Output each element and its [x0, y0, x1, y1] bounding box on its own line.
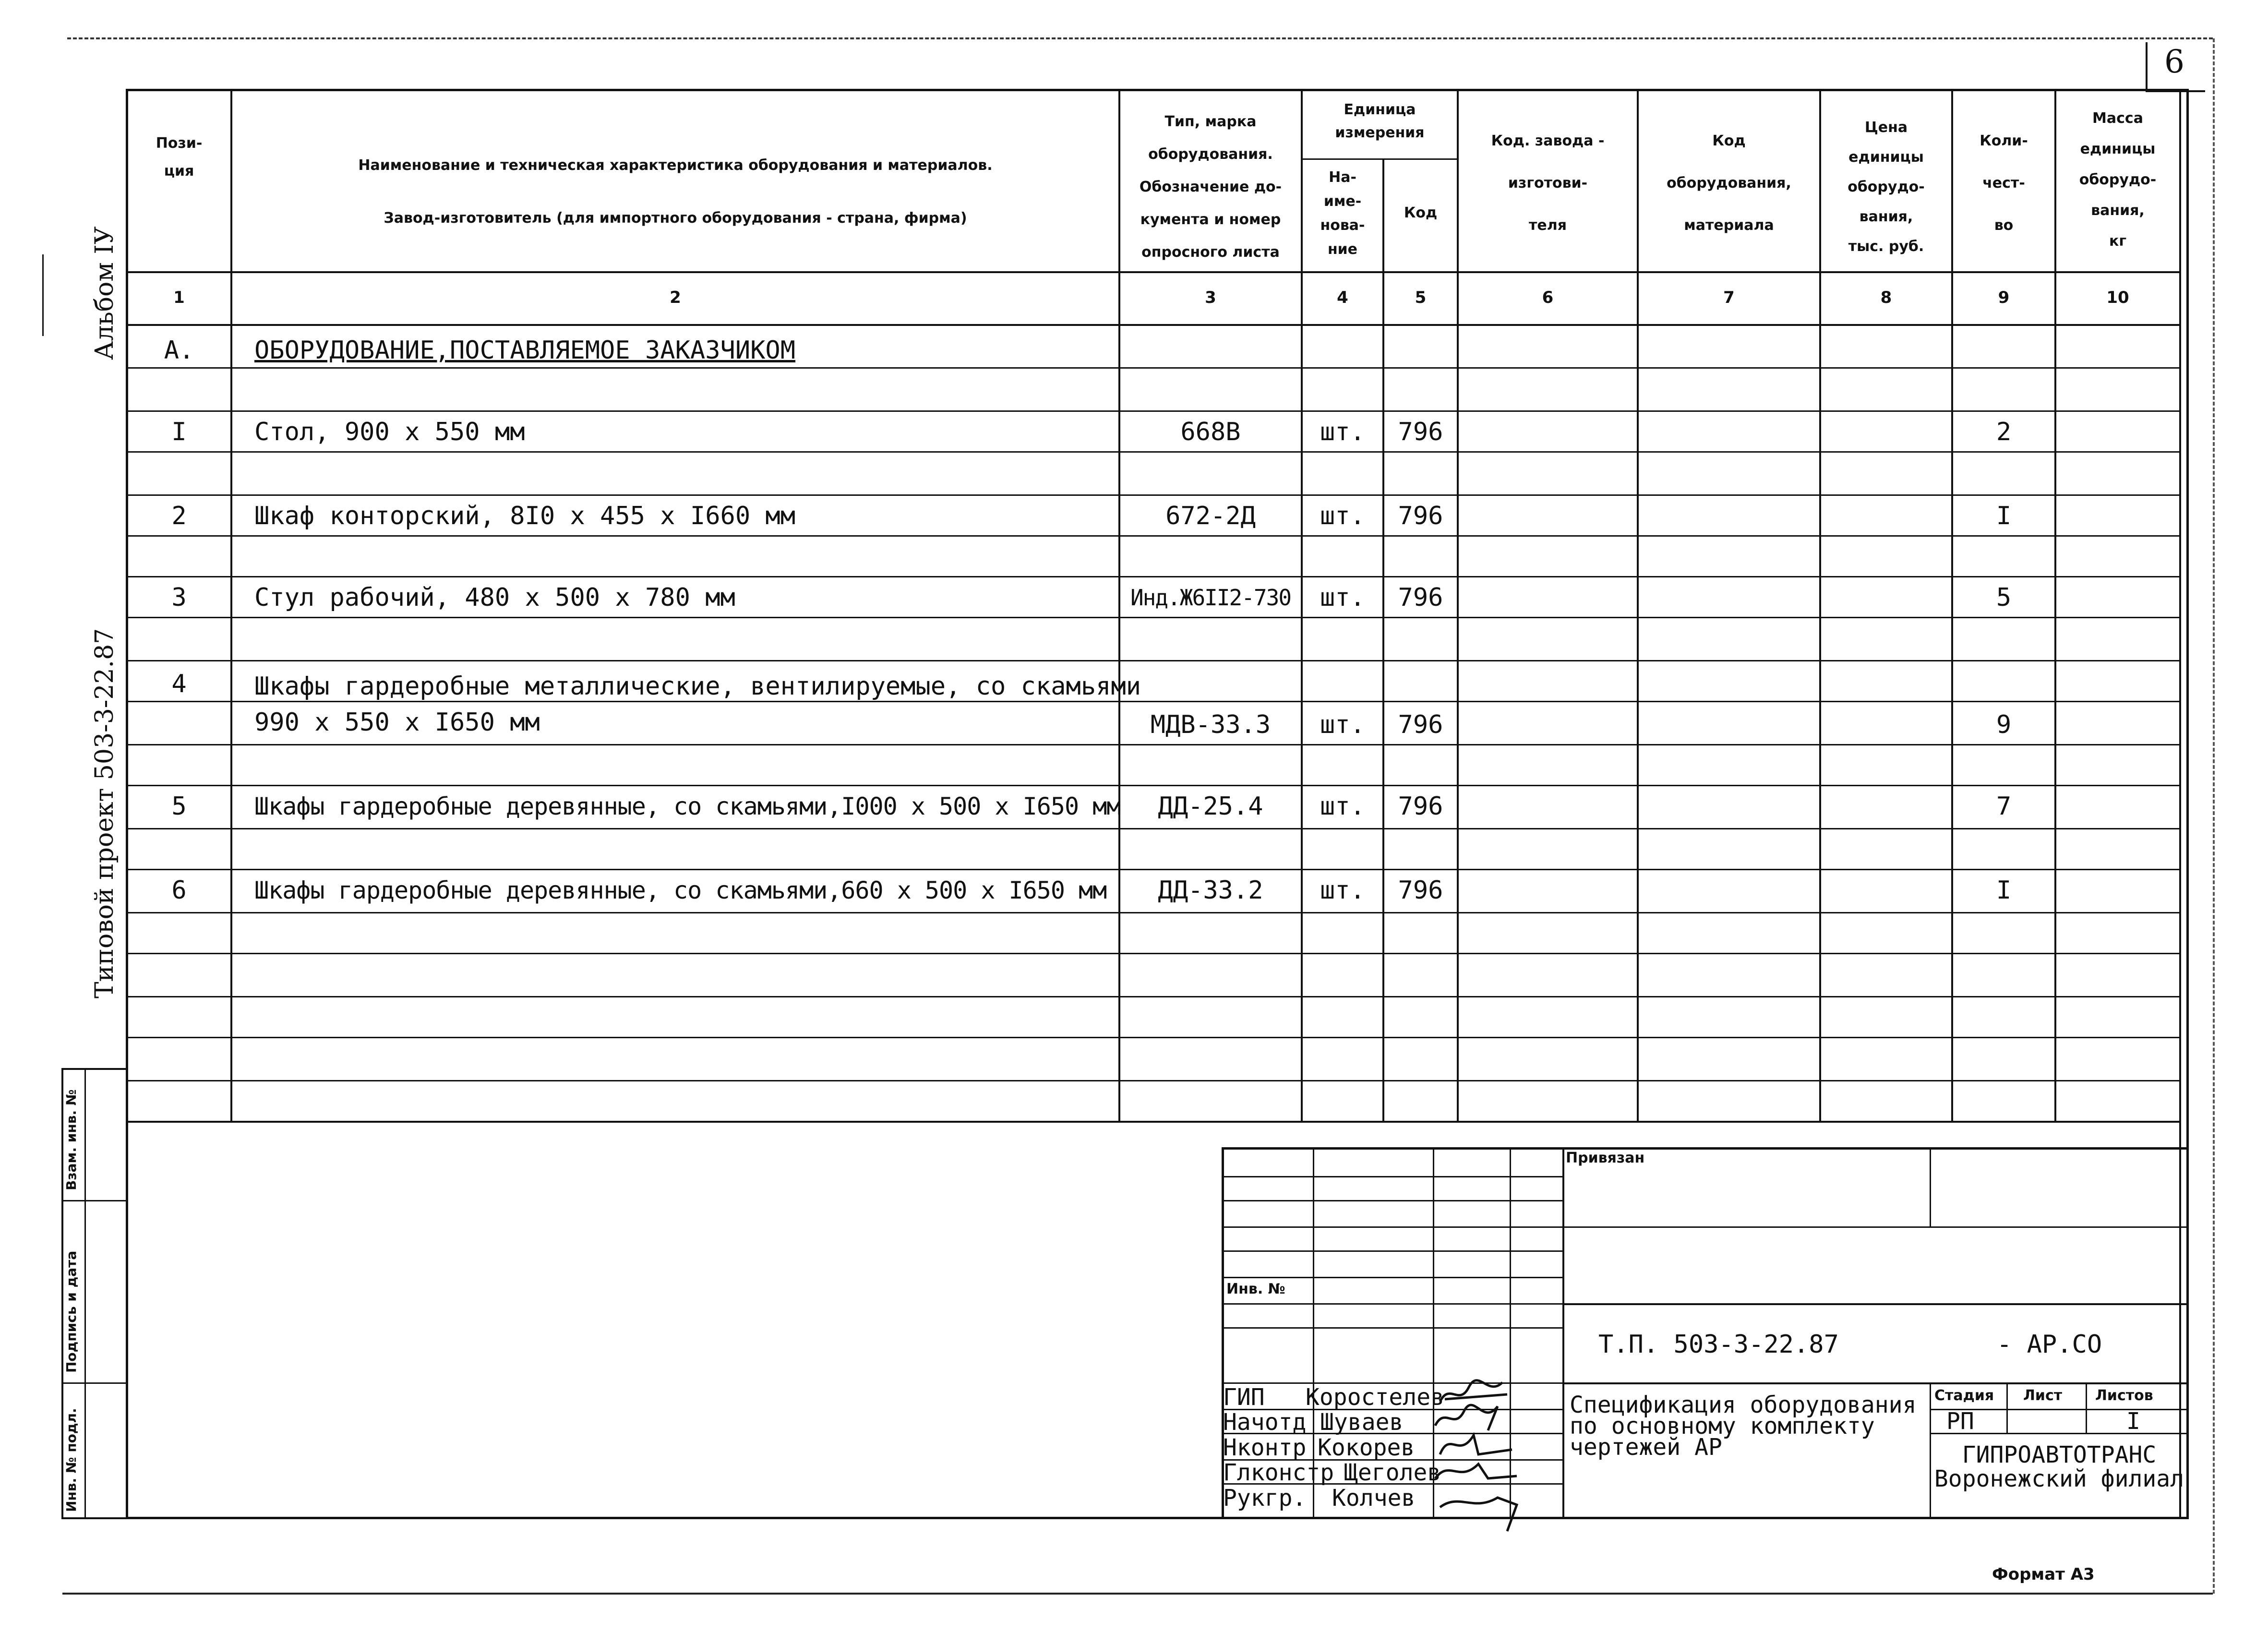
row-unit: шт.: [1320, 792, 1365, 821]
format-label: Формат А3: [1992, 1565, 2095, 1584]
signer-name: Шуваев: [1320, 1409, 1404, 1436]
stage-label: Стадия: [1934, 1387, 1994, 1404]
row-qty: 7: [1996, 792, 2012, 821]
colnum-10: 10: [2106, 288, 2129, 307]
colnum-3: 3: [1205, 288, 1216, 307]
row-type: 672-2Д: [1165, 502, 1256, 530]
signer-role: Рукгр.: [1223, 1485, 1307, 1512]
colnum-8: 8: [1880, 288, 1892, 307]
row-pos: 6: [171, 876, 187, 905]
row-type: Инд.Ж6II2-730: [1130, 585, 1291, 611]
row-code: 796: [1398, 583, 1443, 612]
row-type: ДД-33.2: [1158, 876, 1263, 905]
row-name: Стол, 900 х 550 мм: [254, 418, 525, 446]
header-col1: Пози- ция: [156, 135, 203, 180]
org-name: ГИПРОАВТОТРАНС: [1962, 1441, 2157, 1468]
row-qty: 5: [1996, 583, 2012, 612]
row-qty: 9: [1996, 710, 2012, 739]
row-name: Шкафы гардеробные деревянные, со скамьями,660 х 500 х I650 мм: [254, 876, 1107, 904]
header-col3: Тип, марка оборудования. Обозначение до- кумента и номер опросного листа: [1139, 113, 1282, 261]
signer-name: Коростелев: [1306, 1384, 1444, 1411]
row-qty: I: [1996, 876, 2012, 905]
signer-name: Кокорев: [1318, 1434, 1415, 1461]
row-code: 796: [1398, 792, 1443, 821]
colnum-2: 2: [670, 288, 681, 307]
row-pos: I: [171, 418, 187, 446]
row-pos: 2: [171, 502, 187, 530]
header-col5: Код: [1404, 204, 1438, 221]
header-col7: Код оборудования, материала: [1667, 132, 1791, 234]
colnum-5: 5: [1415, 288, 1427, 307]
sheet-label: Лист: [2023, 1387, 2063, 1404]
sheets-label: Листов: [2095, 1387, 2153, 1404]
project-label: Типовой проект 503-3-22.87: [90, 628, 119, 998]
header-col10: Масса единицы оборудо- вания, кг: [2079, 110, 2157, 250]
stage-value: РП: [1946, 1408, 1974, 1435]
section-title: ОБОРУДОВАНИЕ,ПОСТАВЛЯЕМОЕ ЗАКАЗЧИКОМ: [254, 336, 796, 365]
row-code: 796: [1398, 710, 1443, 739]
row-unit: шт.: [1320, 502, 1365, 530]
row-unit: шт.: [1320, 876, 1365, 905]
row-name: Шкаф конторский, 8I0 х 455 х I660 мм: [254, 502, 796, 530]
row-name: Шкафы гардеробные деревянные, со скамьями,I000 х 500 х I650 мм: [254, 792, 1121, 820]
signer-name: Колчев: [1332, 1485, 1416, 1512]
row-type: ДД-25.4: [1158, 792, 1263, 821]
signer-role: Нконтр: [1223, 1434, 1307, 1461]
sheet-number: 6: [2164, 43, 2184, 80]
header-col4: На- име- нова- ние: [1320, 169, 1365, 258]
right-dashed-border: [2213, 38, 2215, 1594]
replace-inv-label: Взам. инв. №: [63, 1089, 79, 1190]
header-unit: Единица измерения: [1335, 101, 1425, 141]
album-label: Альбом IУ: [90, 226, 119, 360]
row-type: МДВ-33.3: [1150, 710, 1271, 739]
bottom-border: [62, 1593, 2213, 1595]
colnum-1: 1: [173, 288, 185, 307]
privyazan-label: Привязан: [1566, 1150, 1645, 1166]
row-unit: шт.: [1320, 418, 1365, 446]
row-code: 796: [1398, 502, 1443, 530]
doc-suffix: - АР.СО: [1997, 1330, 2102, 1359]
row-name: Шкафы гардеробные металлические, вентилируемые, со скамьями: [254, 672, 1141, 701]
org-branch: Воронежский филиал: [1934, 1465, 2184, 1492]
top-border: [67, 37, 2213, 39]
colnum-9: 9: [1998, 288, 2010, 307]
row-code: 796: [1398, 418, 1443, 446]
row-unit: шт.: [1320, 710, 1365, 739]
doc-code: Т.П. 503-3-22.87: [1598, 1330, 1839, 1359]
signer-role: Начотд: [1223, 1409, 1307, 1436]
signer-role: Глконстр: [1223, 1459, 1334, 1486]
colnum-7: 7: [1723, 288, 1735, 307]
colnum-6: 6: [1542, 288, 1554, 307]
row-pos: 3: [171, 583, 187, 612]
row-pos: 5: [171, 792, 187, 821]
signer-name: Щеголев: [1344, 1459, 1441, 1486]
sheets-value: I: [2126, 1408, 2140, 1435]
row-name: Стул рабочий, 480 х 500 х 780 мм: [254, 583, 735, 612]
row-qty: I: [1996, 502, 2012, 530]
doc-title: Спецификация оборудования по основному комплекту чертежей АР: [1570, 1392, 1917, 1461]
row-pos: 4: [171, 670, 187, 698]
signature-marks: [1430, 1378, 1526, 1541]
header-col9: Коли- чест- во: [1980, 132, 2028, 234]
header-col2: Наименование и техническая характеристика оборудования и материалов. Завод-изготовитель (для импортного оборудования - страна, фирма): [358, 157, 993, 227]
row-unit: шт.: [1320, 583, 1365, 612]
inv-no-label: Инв. №: [1226, 1281, 1285, 1297]
row-qty: 2: [1996, 418, 2012, 446]
section-pos: А.: [164, 336, 194, 365]
row-type: 668В: [1180, 418, 1241, 446]
side-left-mark: [42, 254, 44, 336]
inv-orig-label: Инв. № подл.: [63, 1408, 79, 1512]
sign-date-label: Подпись и дата: [63, 1250, 79, 1373]
signer-role: ГИП: [1223, 1384, 1265, 1411]
colnum-4: 4: [1337, 288, 1348, 307]
row-name-line2: 990 х 550 х I650 мм: [254, 708, 540, 737]
header-col8: Цена единицы оборудо- вания, тыс. руб.: [1848, 119, 1925, 255]
header-col6: Код. завода - изготови- теля: [1491, 132, 1605, 234]
row-code: 796: [1398, 876, 1443, 905]
